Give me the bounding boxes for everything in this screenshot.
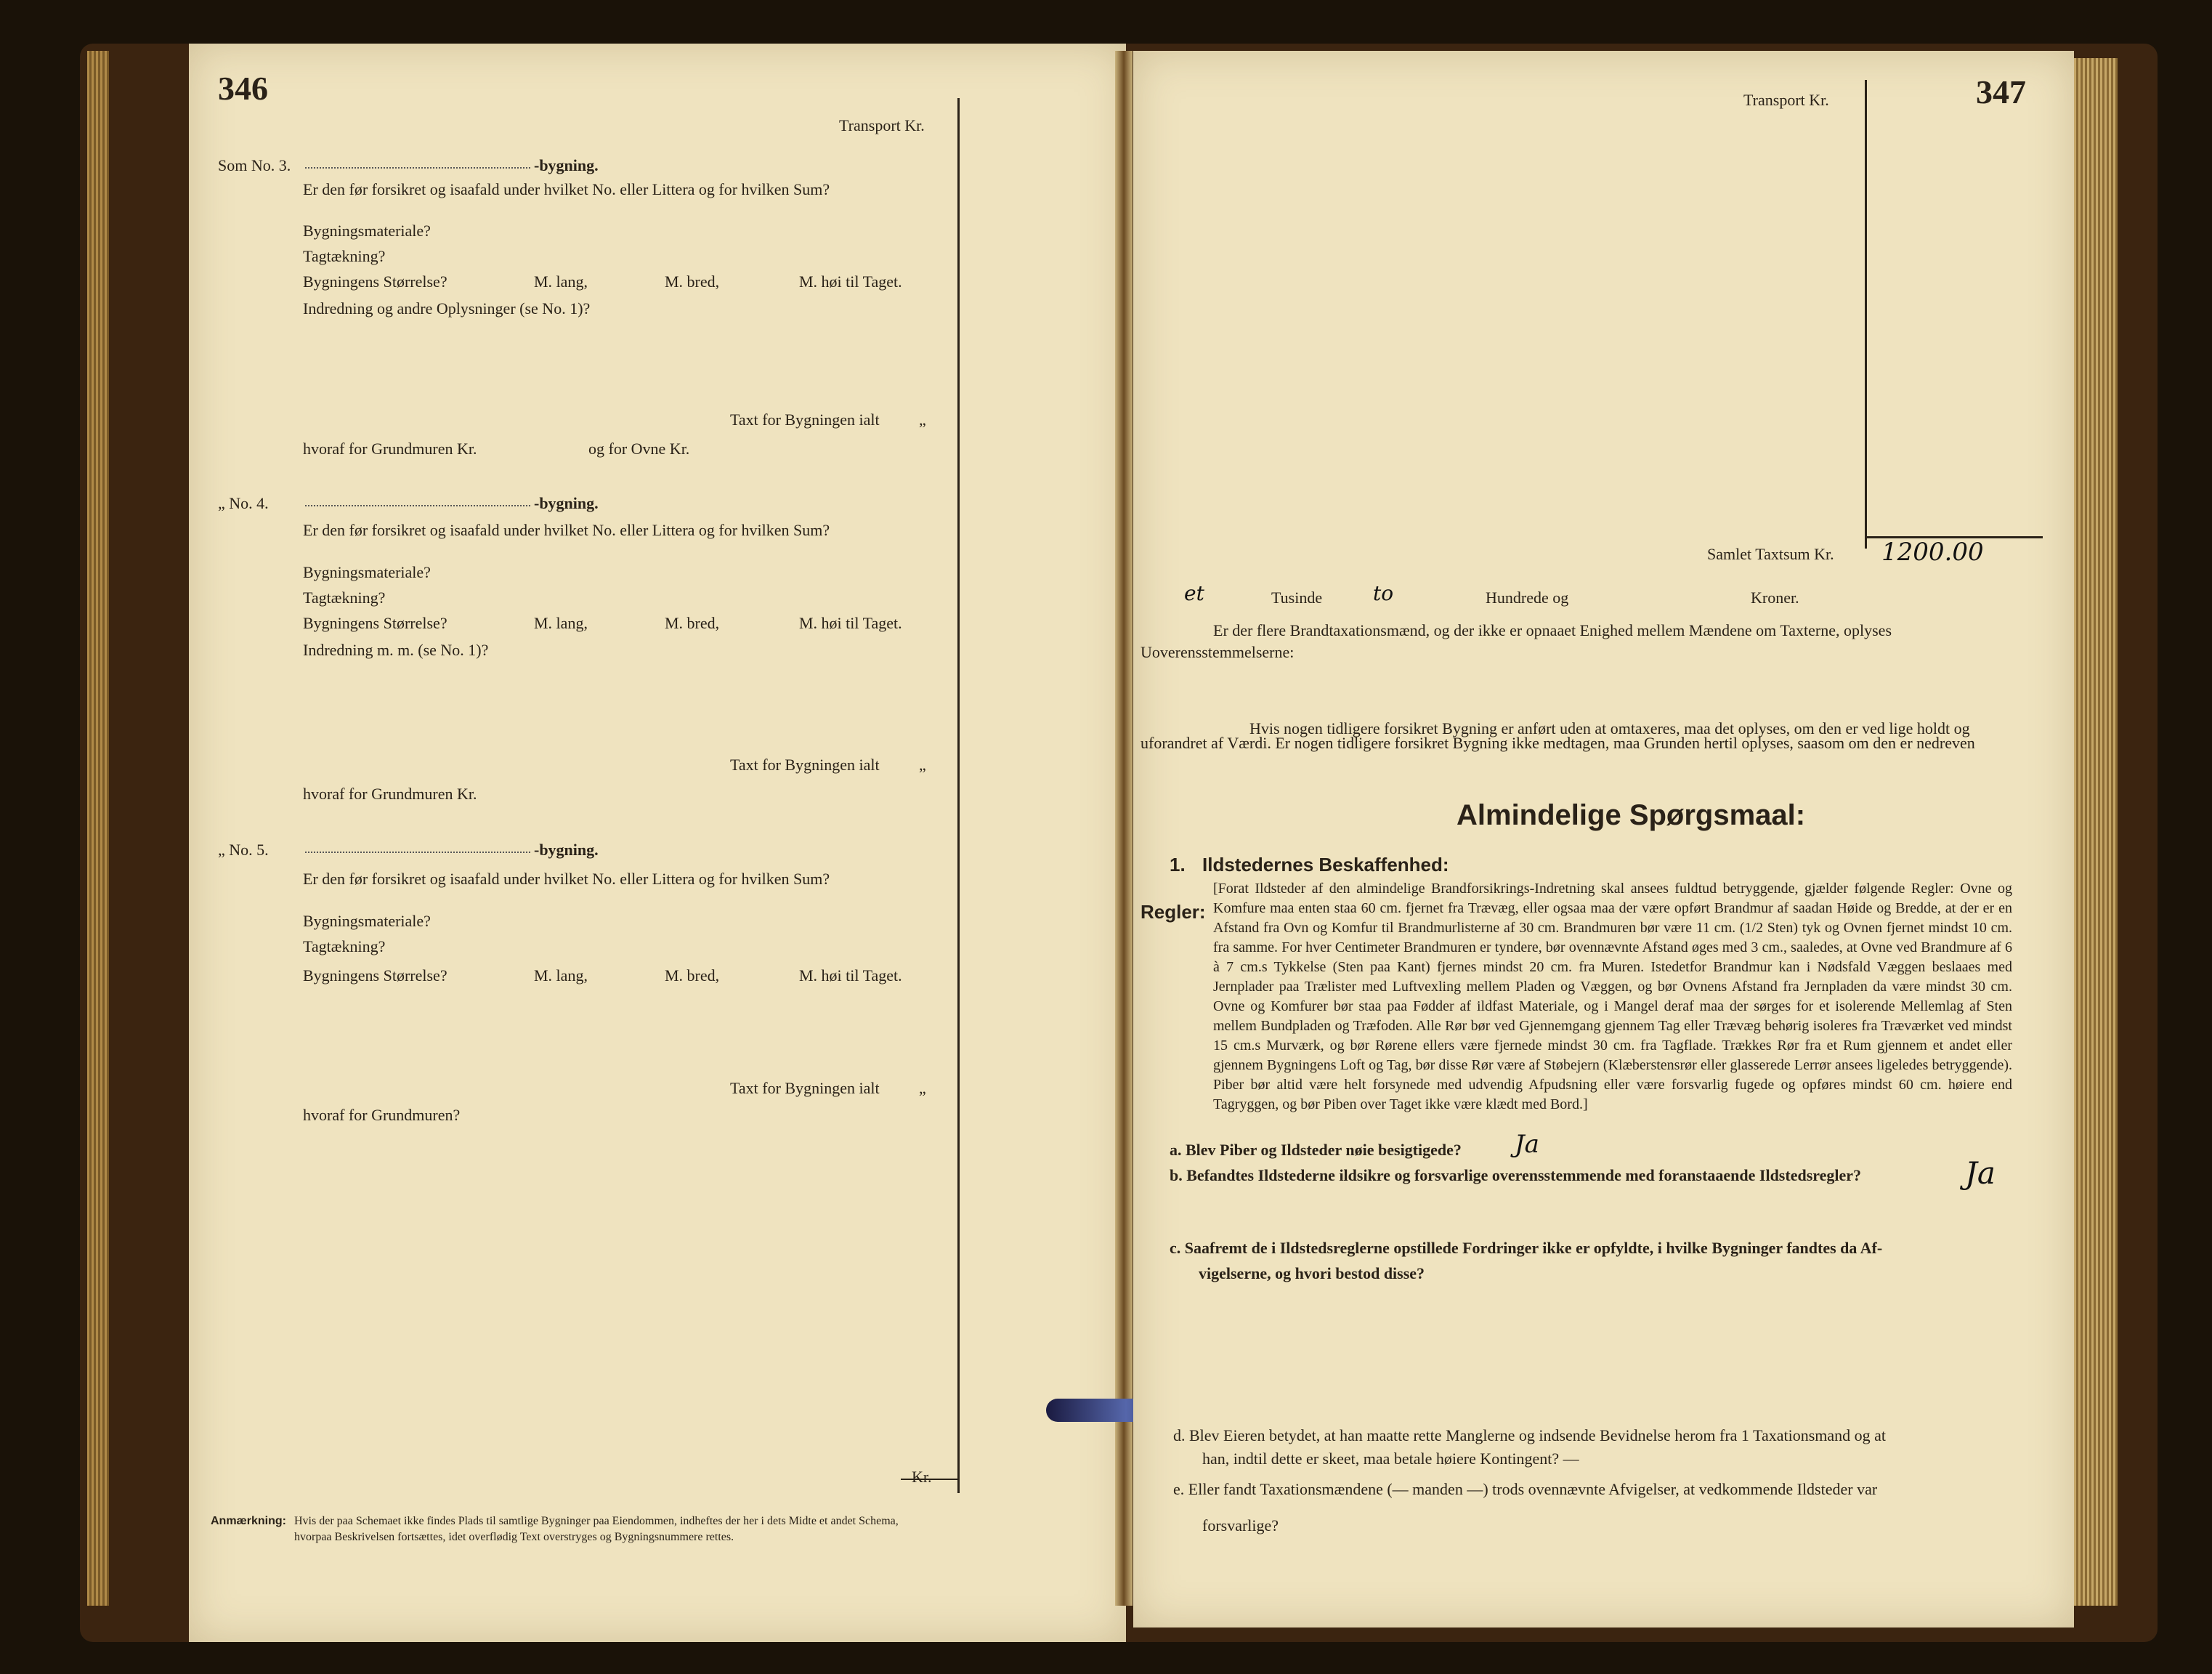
no4-blank [305, 505, 530, 506]
no4-bygning: -bygning. [534, 494, 599, 512]
sec1-title: Ildstedernes Beskaffenhed: [1202, 854, 1449, 876]
right-page-paper [1133, 51, 2074, 1628]
section-title: Almindelige Spørgsmaal: [1457, 799, 1806, 831]
question-e-2: forsvarlige? [1202, 1516, 1279, 1534]
no3-storrelse: Bygningens Størrelse? [303, 272, 447, 291]
no4-quote: „ [919, 756, 926, 774]
kroner-label: Kroner. [1751, 589, 1799, 607]
no5-hoi: M. høi til Taget. [799, 966, 902, 984]
no3-taxt: Taxt for Bygningen ialt [730, 411, 880, 429]
right-page-number: 347 [1976, 73, 2026, 110]
sec1-number: 1. [1170, 854, 1186, 876]
no4-hoi: M. høi til Taget. [799, 614, 902, 632]
no3-blank [305, 167, 530, 169]
left-kr-label: Kr. [912, 1468, 932, 1486]
left-transport-label: Transport Kr. [839, 116, 925, 134]
no5-taxt: Taxt for Bygningen ialt [730, 1079, 880, 1097]
question-d-2: han, indtil dette er skeet, maa betale høiere Kontingent? — [1202, 1449, 1579, 1468]
no4-q-forsikret: Er den før forsikret og isaafald under hvilket No. eller Littera og for hvilken Sum? [303, 521, 830, 539]
no3-indredning: Indredning og andre Oplysninger (se No. 1)? [303, 299, 591, 318]
question-d-1: d. Blev Eieren betydet, at han maatte rette Manglerne og indsende Bevidnelse herom fra 1 Taxationsmand og at [1173, 1426, 1887, 1444]
no5-bygning: -bygning. [534, 841, 599, 859]
hundrede-handwriting: to [1373, 581, 1394, 605]
no3-hoi: M. høi til Taget. [799, 272, 902, 291]
no3-tagtaekning: Tagtækning? [303, 247, 386, 265]
no5-hvoraf: hvoraf for Grundmuren? [303, 1106, 461, 1124]
no4-hvoraf: hvoraf for Grundmuren Kr. [303, 785, 477, 803]
question-e-1: e. Eller fandt Taxationsmændene (— manden —) trods ovennævnte Afvigelser, at vedkommende Ildsteder var [1173, 1480, 1878, 1498]
no5-label: „ No. 5. [218, 841, 269, 859]
anm-label: Anmærkning: [211, 1515, 286, 1527]
no4-lang: M. lang, [534, 614, 588, 632]
question-a: a. Blev Piber og Ildsteder nøie besigtigede? [1170, 1141, 1462, 1159]
left-amount-column-line [957, 98, 960, 1493]
no5-materiale: Bygningsmateriale? [303, 912, 431, 930]
no3-hvoraf: hvoraf for Grundmuren Kr. [303, 440, 477, 458]
no5-lang: M. lang, [534, 966, 588, 984]
no4-taxt: Taxt for Bygningen ialt [730, 756, 880, 774]
anm-text-2: hvorpaa Beskrivelsen fortsættes, idet overflødig Text overstryges og Bygningsnummere rettes. [294, 1531, 734, 1543]
hvis-line-1: Hvis nogen tidligere forsikret Bygning er anført uden at omtaxeres, maa det oplyses, om den er ved lige holdt og [1249, 719, 1970, 737]
no5-quote: „ [919, 1079, 926, 1097]
no5-blank [305, 852, 530, 853]
no3-lang: M. lang, [534, 272, 588, 291]
no4-label: „ No. 4. [218, 494, 269, 512]
no5-tagtaekning: Tagtækning? [303, 937, 386, 955]
right-transport-label: Transport Kr. [1743, 91, 1829, 109]
left-page-edges [87, 51, 109, 1606]
right-amount-column-line [1865, 80, 1867, 549]
anm-text-1: Hvis der paa Schemaet ikke findes Plads til samtlige Bygninger paa Eiendommen, indheftes der her i dets Midte et andet Schema, [294, 1515, 899, 1527]
regler-text: [Forat Ildsteder af den almindelige Brandforsikrings-Indretning skal ansees fuldtud betryggende, gjælder følgende Regler: Ovne og Komfure maa enten staa 60 cm. fjernet fra Trævæg, eller ogsaa maa der være opført Brandmur af saadan Høide og Bredde, at der er en Afstand fra Ovn og Komfur til Brandmurlisterne af 30 cm. Brandmuren bør være 11 cm. (1/2 Sten) tyk og Ovnen fjernet mindst 10 cm. fra samme. For hver Centimeter Brandmuren er tyndere, bør ovennævnte Afstand øges med 3 cm., saaledes, at Ovne ved Brandmure af 6 à 7 cm.s Tykkelse (Sten paa Kant) fjernes mindst 20 cm. fra Muren. Istedetfor Brandmur kan i Nødsfald Væggen beslaaes med Jernplader paa Trælister med Luftvexling mellem Pladen og Væggen, og bør Ovnens Afstand fra Jernpladen da være mindst 30 cm. Ovne og Komfurer bør staa paa Fødder af ildfast Materiale, og i Mangel deraf maa der sørges for et isolerende Mellemlag af Sten mellem Bundpladen og Træfoden. Alle Rør bør ved Gjennemgang gjennem Tag eller Trævæg behørig isoleres fra Træværket ved mindst 15 cm.s Murværk, og bør Rørene ellers være fjernede mindst 30 cm. fra Tagflade. Trækkes Rør fra et Rum gjennem et andet eller gjennem Bygningens Loft og Tag, bør disse Rør være af Støbejern (Klæberstensrør eller glasserede Lerrør ansees ligeledes betryggende). Piber bør altid være helt forsynede med udvendig Afpudsning eller være forsvarlig fugede og opføres mindst 60 cm. høiere end Tagryggen, og bør Piben over Taget ikke være klædt med Bord.] [1213, 881, 2012, 1112]
right-page-edges [2074, 58, 2118, 1606]
no4-bred: M. bred, [665, 614, 720, 632]
no4-storrelse: Bygningens Størrelse? [303, 614, 447, 632]
samlet-value: 1200.00 [1881, 538, 1984, 567]
no3-q-forsikret: Er den før forsikret og isaafald under hvilket No. eller Littera og for hvilken Sum? [303, 180, 830, 198]
no4-materiale: Bygningsmateriale? [303, 563, 431, 581]
no4-tagtaekning: Tagtækning? [303, 589, 386, 607]
samlet-label: Samlet Taxtsum Kr. [1707, 545, 1834, 563]
answer-a: Ja [1515, 1130, 1539, 1159]
no3-bygning: -bygning. [534, 156, 599, 174]
no3-bred: M. bred, [665, 272, 720, 291]
question-c-1: c. Saafremt de i Ildstedsreglerne opstillede Fordringer ikke er opfyldte, i hvilke Bygninger fandtes da Af- [1170, 1239, 1883, 1257]
no4-indredning: Indredning m. m. (se No. 1)? [303, 641, 489, 659]
hvis-line-2: uforandret af Værdi. Er nogen tidligere forsikret Bygning ikke medtagen, maa Grunden hertil oplyses, saasom om den er nedreven [1141, 734, 1975, 752]
no3-quote: „ [919, 411, 926, 429]
no5-q-forsikret: Er den før forsikret og isaafald under hvilket No. eller Littera og for hvilken Sum? [303, 870, 830, 888]
question-b: b. Befandtes Ildstederne ildsikre og forsvarlige overensstemmende med foranstaaende Ildstedsregler? [1170, 1166, 1862, 1184]
tusinde-label: Tusinde [1271, 589, 1323, 607]
book-gutter [1115, 51, 1133, 1606]
no5-storrelse: Bygningens Størrelse? [303, 966, 447, 984]
hundrede-label: Hundrede og [1486, 589, 1569, 607]
no3-label: Som No. 3. [218, 156, 291, 174]
no3-og-ovne: og for Ovne Kr. [588, 440, 690, 458]
left-page-number: 346 [218, 70, 268, 107]
flere-line-1: Er der flere Brandtaxationsmænd, og der ikke er opnaaet Enighed mellem Mændene om Taxterne, oplyses [1213, 621, 1892, 639]
tusinde-handwriting: et [1184, 581, 1204, 605]
flere-line-2: Uoverensstemmelserne: [1141, 643, 1295, 661]
regler-label: Regler: [1141, 901, 1206, 923]
question-c-2: vigelserne, og hvori bestod disse? [1199, 1264, 1425, 1282]
no5-bred: M. bred, [665, 966, 720, 984]
no3-materiale: Bygningsmateriale? [303, 222, 431, 240]
answer-b: Ja [1965, 1155, 1996, 1191]
